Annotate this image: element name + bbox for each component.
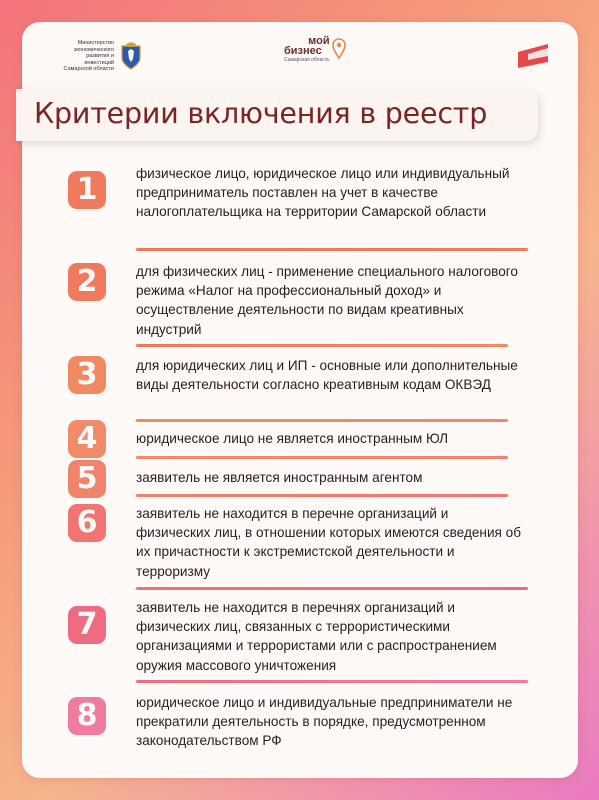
criterion-number-7: 7 [68, 606, 106, 644]
my-business-logo [284, 36, 346, 64]
divider-4 [136, 456, 508, 459]
coat-of-arms-icon [120, 42, 142, 70]
criterion-number-8: 8 [68, 697, 106, 735]
location-pin-icon [332, 38, 346, 60]
criterion-text-1: физическое лицо, юридическое лицо или индивидуальный предприниматель поставлен на учет в качестве налогоплательщика на территории Самарской области [136, 166, 510, 220]
criterion-text-3: для юридических лиц и ИП - основные или дополнительные виды деятельности согласно креативным кодам ОКВЭД [136, 358, 518, 393]
criterion-text-4: юридическое лицо не является иностранным ЮЛ [136, 431, 449, 446]
criterion-number-4: 4 [68, 420, 106, 458]
title-banner [16, 89, 538, 141]
criterion-text-6: заявитель не находится в перечне организаций и физических лиц, в отношении которых имеются сведения об их причастности к экстремистской деятельности и терроризму [136, 506, 522, 579]
ministry-logo [62, 40, 142, 73]
ministry-name: Министерство экономического развития и инвестиций Самарской области [63, 40, 114, 72]
criterion-text-5: заявитель не является иностранным агентом [136, 470, 423, 485]
criterion-text-8: юридическое лицо и индивидуальные предприниматели не прекратили деятельность в порядке, предусмотренном законодательством РФ [136, 695, 513, 749]
criterion-number-1: 1 [68, 171, 106, 209]
divider-7 [136, 680, 528, 683]
criterion-number-3: 3 [68, 356, 106, 394]
logo-region: Самарская область [284, 57, 330, 63]
divider-6 [136, 587, 528, 590]
criterion-number-5: 5 [68, 460, 106, 498]
criterion-text-7: заявитель не находится в перечнях организаций и физических лиц, связанных с террористическими организациями и террористами или с распространением оружия массового уничтожения [136, 600, 497, 673]
logo-word-1: мой [308, 35, 330, 47]
logo-bar [22, 22, 578, 87]
divider-5 [136, 494, 508, 497]
national-project-logo [514, 42, 554, 70]
criterion-number-6: 6 [68, 504, 106, 542]
divider-1 [136, 248, 528, 251]
logo-word-2: бизнес [284, 45, 322, 57]
page-title: Критерии включения в реестр [34, 97, 488, 130]
content-card [22, 22, 578, 778]
divider-3 [136, 419, 508, 422]
criterion-text-2: для физических лиц - применение специального налогового режима «Налог на профессиональный доход» и осуществление деятельности по видам креативных индустрий [136, 264, 518, 337]
criterion-number-2: 2 [68, 263, 106, 301]
divider-2 [136, 344, 508, 347]
